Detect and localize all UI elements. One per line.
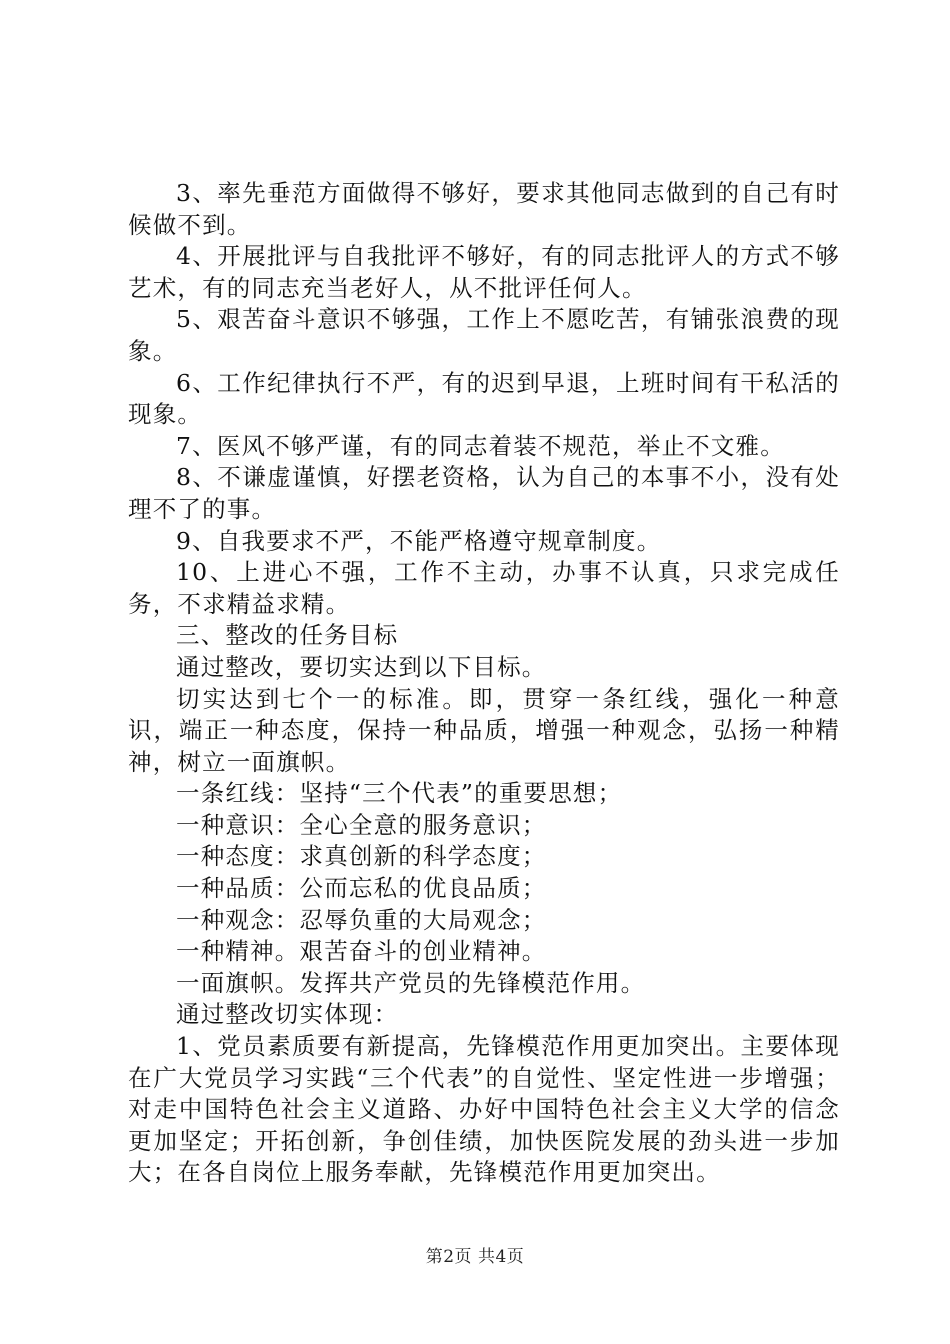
paragraph-intro: 通过整改，要切实达到以下目标。 (176, 652, 547, 681)
paragraph-item-3: 3、率先垂范方面做得不够好，要求其他同志做到的自己有时候做不到。 (128, 179, 840, 239)
standard-concept: 一种观念：忍辱负重的大局观念； (176, 905, 547, 934)
section-heading: 三、整改的任务目标 (176, 621, 399, 650)
paragraph-item-4: 4、开展批评与自我批评不够好，有的同志批评人的方式不够艺术，有的同志充当老好人，从不批评任何人。 (128, 242, 840, 302)
document-body (128, 178, 840, 1189)
paragraph-item-8: 8、不谦虚谨慎，好摆老资格，认为自己的本事不小，没有处理不了的事。 (128, 463, 840, 523)
paragraph-embody: 通过整改切实体现： (176, 1000, 399, 1029)
standard-banner: 一面旗帜。发挥共产党员的先锋模范作用。 (176, 968, 646, 997)
standard-attitude: 一种态度：求真创新的科学态度； (176, 842, 547, 871)
paragraph-item-7: 7、医风不够严谨，有的同志着装不规范，举止不文雅。 (176, 431, 785, 460)
paragraph-item-9: 9、自我要求不严，不能严格遵守规章制度。 (176, 526, 662, 555)
paragraph-standards: 切实达到七个一的标准。即，贯穿一条红线，强化一种意识，端正一种态度，保持一种品质，增强一种观念，弘扬一种精神，树立一面旗帜。 (128, 684, 840, 776)
standard-quality: 一种品质：公而忘私的优良品质； (176, 874, 547, 903)
standard-red-line: 一条红线：坚持“三个代表”的重要思想； (176, 779, 623, 808)
paragraph-item-1-embody: 1、党员素质要有新提高，先锋模范作用更加突出。主要体现在广大党员学习实践“三个代表”的自觉性、坚定性进一步增强；对走中国特色社会主义道路、办好中国特色社会主义大学的信念更加坚定；开拓创新，争创佳绩，加快医院发展的劲头进一步加大；在各自岗位上服务奉献，先锋模范作用更加突出。 (128, 1032, 840, 1187)
paragraph-item-10: 10、上进心不强，工作不主动，办事不认真，只求完成任务，不求精益求精。 (128, 558, 840, 618)
standard-awareness: 一种意识：全心全意的服务意识； (176, 810, 547, 839)
page-number: 第2页 共4页 (425, 1247, 525, 1267)
paragraph-item-5: 5、艰苦奋斗意识不够强，工作上不愿吃苦，有铺张浪费的现象。 (128, 305, 840, 365)
standard-spirit: 一种精神。艰苦奋斗的创业精神。 (176, 937, 547, 966)
paragraph-item-6: 6、工作纪律执行不严，有的迟到早退，上班时间有干私活的现象。 (128, 368, 840, 429)
